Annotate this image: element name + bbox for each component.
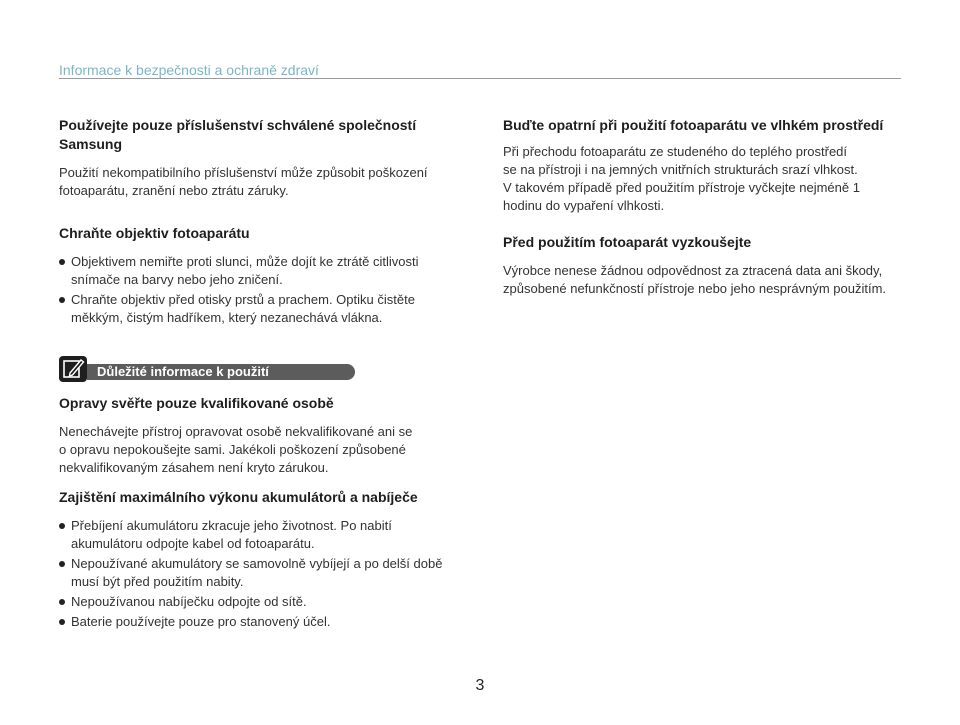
body-line: způsobené nefunkčností přístroje nebo jeho nesprávným použitím. xyxy=(503,281,887,296)
bullet-dot-icon xyxy=(59,523,65,529)
list-item-line: měkkým, čistým hadříkem, který nezanechává vlákna. xyxy=(71,310,383,325)
left-column xyxy=(59,116,469,327)
body-line: hodinu do vypaření vlhkosti. xyxy=(503,198,665,213)
header-divider xyxy=(59,78,901,79)
title-line: Používejte pouze příslušenství schválené společností xyxy=(59,117,417,133)
body-line: fotoaparátu, zranění nebo ztrátu záruky. xyxy=(59,183,289,198)
running-header-title: Informace k bezpečnosti a ochraně zdraví xyxy=(59,62,319,78)
section-body-humidity xyxy=(503,143,913,215)
title-line: Samsung xyxy=(59,136,123,152)
note-pencil-icon xyxy=(59,356,87,382)
body-line: se na přístroji i na jemných vnitřních strukturách srazí vlhkost. xyxy=(503,162,858,177)
page-number: 3 xyxy=(475,677,485,694)
note-label: Důležité informace k použití xyxy=(97,364,269,379)
section-title-test-camera: Před použitím fotoaparát vyzkoušejte xyxy=(503,234,752,250)
lens-bullet-list xyxy=(59,253,469,327)
section-title-repairs: Opravy svěřte pouze kvalifikované osobě xyxy=(59,395,334,411)
battery-bullet-list xyxy=(59,517,899,631)
section-title-accessories xyxy=(59,116,469,154)
list-item xyxy=(59,517,899,553)
list-item-line: Přebíjení akumulátoru zkracuje jeho životnost. Po nabití xyxy=(71,518,392,533)
body-line: V takovém případě před použitím přístroje vyčkejte nejméně 1 xyxy=(503,180,860,195)
section-title-lens: Chraňte objektiv fotoaparátu xyxy=(59,225,250,241)
list-item-line: Nepoužívané akumulátory se samovolně vybíjejí a po delší době xyxy=(71,556,443,571)
body-line: Použití nekompatibilního příslušenství může způsobit poškození xyxy=(59,165,428,180)
list-item-line: snímače na barvy nebo jeho zničení. xyxy=(71,272,283,287)
bullet-dot-icon xyxy=(59,297,65,303)
list-item-line: Baterie používejte pouze pro stanovený účel. xyxy=(71,614,331,629)
body-line: Výrobce nenese žádnou odpovědnost za ztracená data ani škody, xyxy=(503,263,883,278)
section-body-test-camera xyxy=(503,262,913,298)
list-item-line: musí být před použitím nabity. xyxy=(71,574,244,589)
body-line: Nenechávejte přístroj opravovat osobě nekvalifikované ani se xyxy=(59,424,413,439)
list-item xyxy=(59,555,899,591)
list-item-line: Chraňte objektiv před otisky prstů a prachem. Optiku čistěte xyxy=(71,292,415,307)
list-item xyxy=(59,593,899,611)
bullet-dot-icon xyxy=(59,599,65,605)
list-item xyxy=(59,613,899,631)
bullet-dot-icon xyxy=(59,259,65,265)
list-item xyxy=(59,253,469,289)
body-line: nekvalifikovaným zásahem není kryto zárukou. xyxy=(59,460,329,475)
section-title-battery: Zajištění maximálního výkonu akumulátorů a nabíječe xyxy=(59,489,418,505)
battery-section xyxy=(59,488,899,631)
body-line: o opravu nepokoušejte sami. Jakékoli poškození způsobené xyxy=(59,442,406,457)
repairs-section xyxy=(59,394,899,477)
right-column xyxy=(503,116,913,298)
section-title-humidity: Buďte opatrní při použití fotoaparátu ve vlhkém prostředí xyxy=(503,117,884,133)
section-body-accessories xyxy=(59,164,469,200)
section-body-repairs xyxy=(59,423,899,477)
list-item xyxy=(59,291,469,327)
list-item-line: Objektivem nemiřte proti slunci, může dojít ke ztrátě citlivosti xyxy=(71,254,419,269)
bullet-dot-icon xyxy=(59,561,65,567)
list-item-line: Nepoužívanou nabíječku odpojte od sítě. xyxy=(71,594,307,609)
body-line: Při přechodu fotoaparátu ze studeného do teplého prostředí xyxy=(503,144,848,159)
list-item-line: akumulátoru odpojte kabel od fotoaparátu. xyxy=(71,536,315,551)
bullet-dot-icon xyxy=(59,619,65,625)
